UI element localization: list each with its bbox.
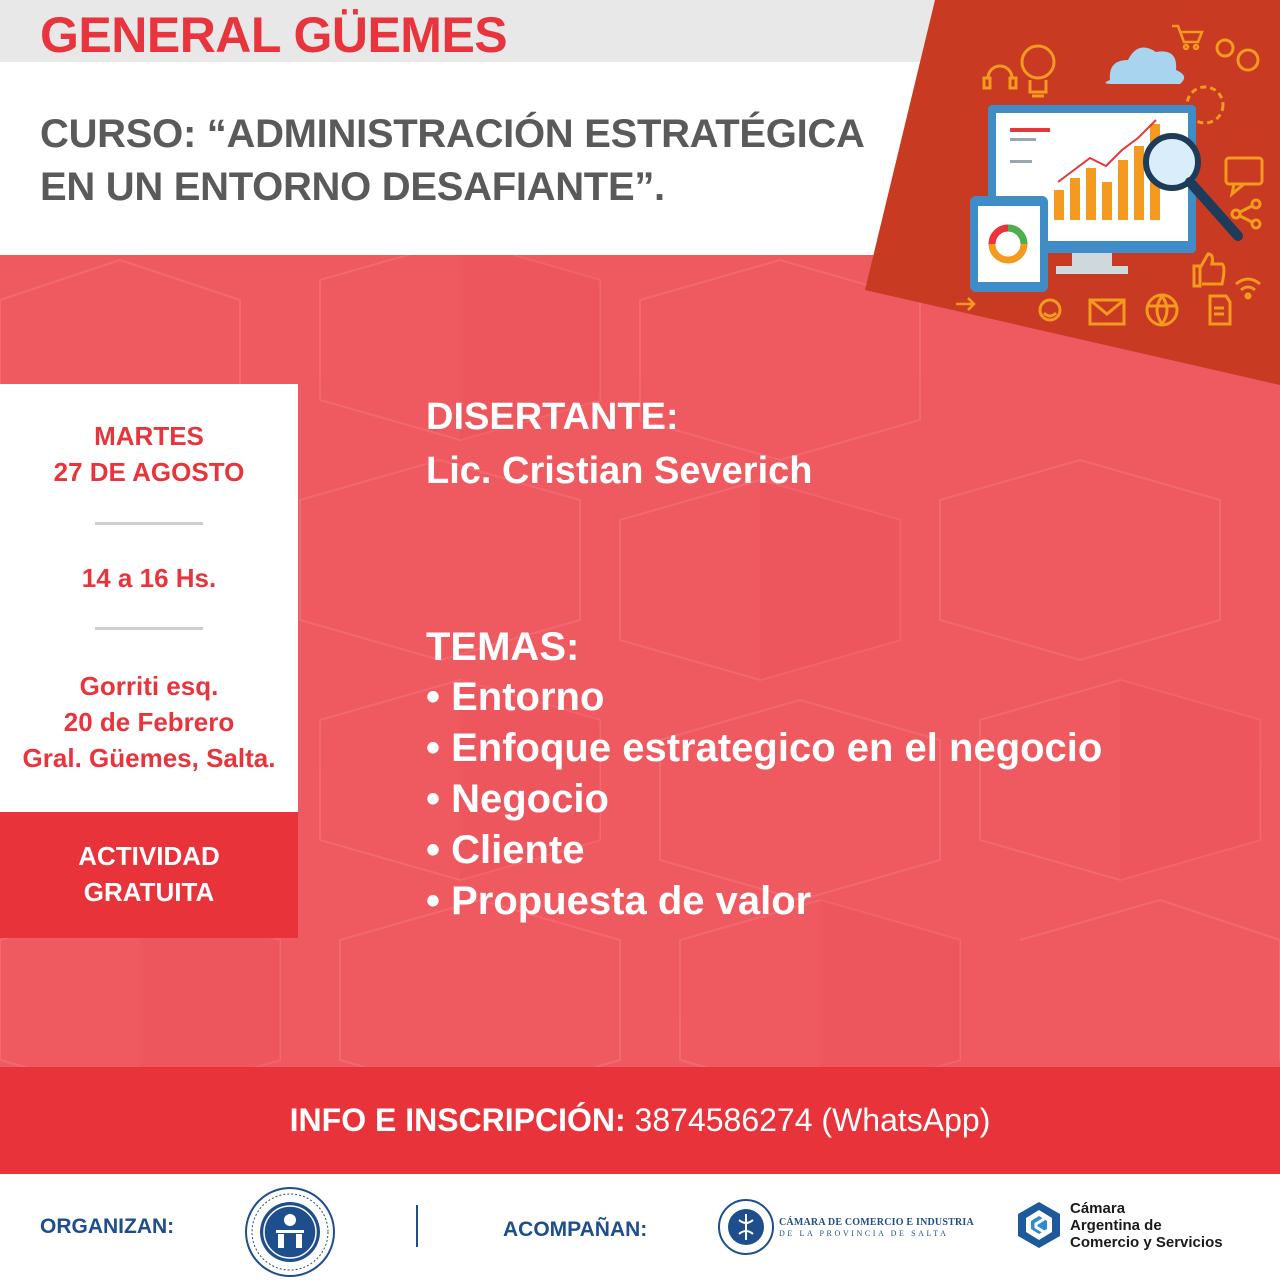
location-title: GENERAL GÜEMES (40, 7, 508, 63)
cac-line1: Cámara (1070, 1200, 1126, 1217)
business-analytics-illustration (860, 0, 1280, 385)
topic-item: • Negocio (426, 777, 609, 821)
footer-divider (416, 1205, 418, 1247)
address-line1: Gorriti esq. (79, 671, 219, 701)
ccis-line2: DE LA PROVINCIA DE SALTA (779, 1229, 949, 1238)
ccis-salta-name (779, 1217, 974, 1238)
course-title-line2: EN UN ENTORNO DESAFIANTE”. (40, 165, 665, 209)
partners-label: ACOMPAÑAN: (503, 1218, 648, 1241)
organizers-label: ORGANIZAN: (40, 1215, 175, 1238)
event-address (0, 668, 298, 776)
schedule-card (0, 384, 298, 812)
event-date-text: 27 DE AGOSTO (53, 457, 245, 487)
event-date (0, 418, 298, 490)
topic-item: • Propuesta de valor (426, 879, 812, 923)
topics-heading: TEMAS: (426, 625, 580, 669)
event-time: 14 a 16 Hs. (81, 563, 217, 593)
free-activity-badge (0, 812, 298, 938)
tablet-icon (970, 196, 1048, 292)
separator (95, 522, 203, 525)
chamber-guemes-seal (244, 1186, 336, 1278)
address-line3: Gral. Güemes, Salta. (22, 743, 276, 773)
address-line2: 20 de Febrero (63, 707, 235, 737)
whatsapp-number[interactable]: 3874586274 (WhatsApp) (625, 1102, 991, 1138)
free-activity-line1: ACTIVIDAD (78, 841, 220, 871)
course-title-line1: CURSO: “ADMINISTRACIÓN ESTRATÉGICA (40, 112, 865, 156)
topic-item: • Cliente (426, 828, 585, 872)
registration-info (0, 1098, 1280, 1142)
free-activity-text (0, 838, 298, 910)
cac-line2: Argentina de (1070, 1217, 1162, 1234)
ccis-salta-seal (717, 1198, 775, 1256)
registration-label: INFO E INSCRIPCIÓN: (289, 1102, 626, 1138)
speaker-heading: DISERTANTE: (426, 396, 679, 438)
ccis-line1: CÁMARA DE COMERCIO E INDUSTRIA (779, 1217, 974, 1228)
cac-name (1070, 1200, 1223, 1251)
course-title (40, 108, 865, 214)
topic-item: • Enfoque estrategico en el negocio (426, 726, 1103, 770)
event-day: MARTES (94, 421, 204, 451)
separator (95, 627, 203, 630)
cac-line3: Comercio y Servicios (1070, 1234, 1223, 1251)
topic-item: • Entorno (426, 675, 605, 719)
cac-logo (1016, 1200, 1062, 1250)
free-activity-line2: GRATUITA (83, 877, 215, 907)
speaker-name: Lic. Cristian Severich (426, 450, 813, 492)
